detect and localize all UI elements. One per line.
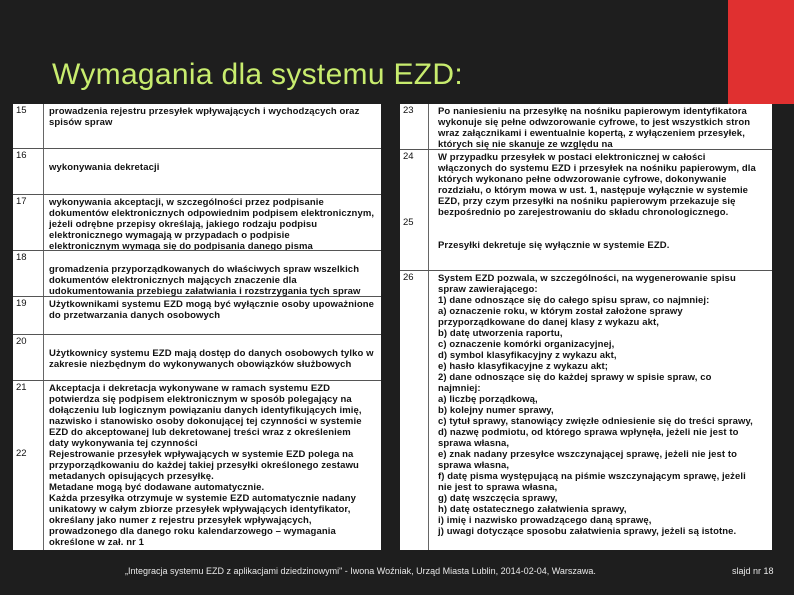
slide-title: Wymagania dla systemu EZD: [52,58,463,91]
row-text: W przypadku przesyłek w postaci elektronicznej w całości włączonych do systemu EZD i przesyłek na nośniku papierowym, dla których wykonano pełne odwzorowanie cyfrowe, dokonywanie rozdziału, o którym mowa w ust. 1, następuje wyłącznie w systemie EZD, przy czym przesyłki na nośniku papierowym przekazuje się bezpośrednio po zarejestrowaniu do składu chronologicznego. Przesyłki dekretuje się wyłącznie w systemie EZD. [438,152,756,251]
table-row [400,270,772,550]
table-row [13,380,381,550]
table-row [13,296,381,335]
row-number: 18 [16,252,27,263]
accent-block [728,0,794,104]
table-row [13,334,381,381]
row-number: 26 [403,272,414,283]
right-requirements-table [400,104,772,550]
row-number: 15 [16,105,27,116]
row-text: Po naniesieniu na przesyłkę na nośniku papierowym identyfikatora wykonuje się pełne odwzorowanie cyfrowe, to jest wszystkich stron wraz załącznikami i ewentualnie kopertą, z wyłączeniem przesyłek, których się nie skanuje ze względu na [438,106,751,150]
table-row [13,194,381,251]
row-number: 23 [403,105,414,116]
row-number: 16 [16,150,27,161]
row-text: wykonywania akceptacji, w szczególności przez podpisanie dokumentów elektronicznych odpowiednim podpisem elektronicznym, jeżeli odrębne przepisy określają, jakiego rodzaju podpisu elektronicznego wymagają w przypadach o podpisie elektronicznym wymaga się do podpisania danego pisma [49,197,375,252]
page-number: slajd nr 18 [732,566,774,576]
row-text: Użytkownicy systemu EZD mają dostęp do danych osobowych tylko w zakresie niezbędnym do wykonywanych obowiązków służbowych [49,348,374,370]
table-row [13,148,381,195]
row-number: 20 [16,336,27,347]
row-text: Użytkownikami systemu EZD mogą być wyłącznie osoby upoważnione do przetwarzania danych osobowych [49,299,375,321]
table-row [400,149,772,271]
row-number: 21 22 [16,382,27,459]
row-number: 24 25 [403,151,414,228]
row-text: Akceptacja i dekretacja wykonywane w ramach systemu EZD potwierdza się podpisem elektronicznym w sposób polegający na dołączeniu lub logicznym powiązaniu danych identyfikujących imię, nazwisko i stanowisko osoby dokonującej tej czynności w systemie EZD do akceptowanej lub dekretowanej treści wraz z określeniem daty wykonywania tej czynności Rejestrowanie przesyłek wpływających w systemie EZD polega na przyporządkowaniu do każdej takiej przesyłki określonego zestawu metadanych opisujących przesyłkę. Metadane mogą być dodawane automatycznie. Każda przesyłka otrzymuje w systemie EZD automatycznie nadany unikatowy w całym zbiorze przesyłek wpływających identyfikator, określany jako numer z rejestru przesyłek wpływających, prowadzonego dla danego roku kalendarzowego – wymagania określone w zał. nr 1 [49,383,362,548]
row-number: 17 [16,196,27,207]
row-number: 19 [16,298,27,309]
left-requirements-table [13,104,381,550]
table-row [13,250,381,297]
footer-citation: „Integracja systemu EZD z aplikacjami dziedzinowymi" - Iwona Woźniak, Urząd Miasta Lublin, 2014-02-04, Warszawa. [125,566,596,576]
table-row [400,104,772,149]
table-row [13,104,381,148]
row-text: prowadzenia rejestru przesyłek wpływających i wychodzących oraz spisów spraw [49,106,360,128]
row-text: System EZD pozwala, w szczególności, na wygenerowanie spisu spraw zawierającego: 1) dane odnoszące się do całego spisu spraw, co najmniej: a) oznaczenie roku, w którym został założone sprawy przyporządkowane do danej klasy z wykazu akt, b) datę utworzenia raportu, c) oznaczenie komórki organizacyjnej, d) symbol klasyfikacyjny z wykazu akt, e) hasło klasyfikacyjne z wykazu akt; 2) dane odnoszące się do każdej sprawy w spisie spraw, co najmniej: a) liczbę porządkową, b) kolejny numer sprawy, c) tytuł sprawy, stanowiący zwięzłe odniesienie się do treści sprawy, d) nazwę podmiotu, od którego sprawa wpłynęła, jeżeli nie jest to sprawa własna, e) znak nadany przesyłce wszczynającej sprawę, jeżeli nie jest to sprawa własna, f) datę pisma występującą na piśmie wszczynającym sprawę, jeżeli nie jest to sprawa własna, g) datę wszczęcia sprawy, h) datę ostatecznego załatwienia sprawy, i) imię i nazwisko prowadzącego daną sprawę, j) uwagi dotyczące sposobu załatwienia sprawy, jeżeli są istotne. [438,273,753,537]
row-text: wykonywania dekretacji [49,162,160,173]
row-text: gromadzenia przyporządkowanych do właściwych spraw wszelkich dokumentów elektronicznych mających znaczenie dla udokumentowania przebiegu załatwiania i rozstrzygania tych spraw [49,264,361,297]
